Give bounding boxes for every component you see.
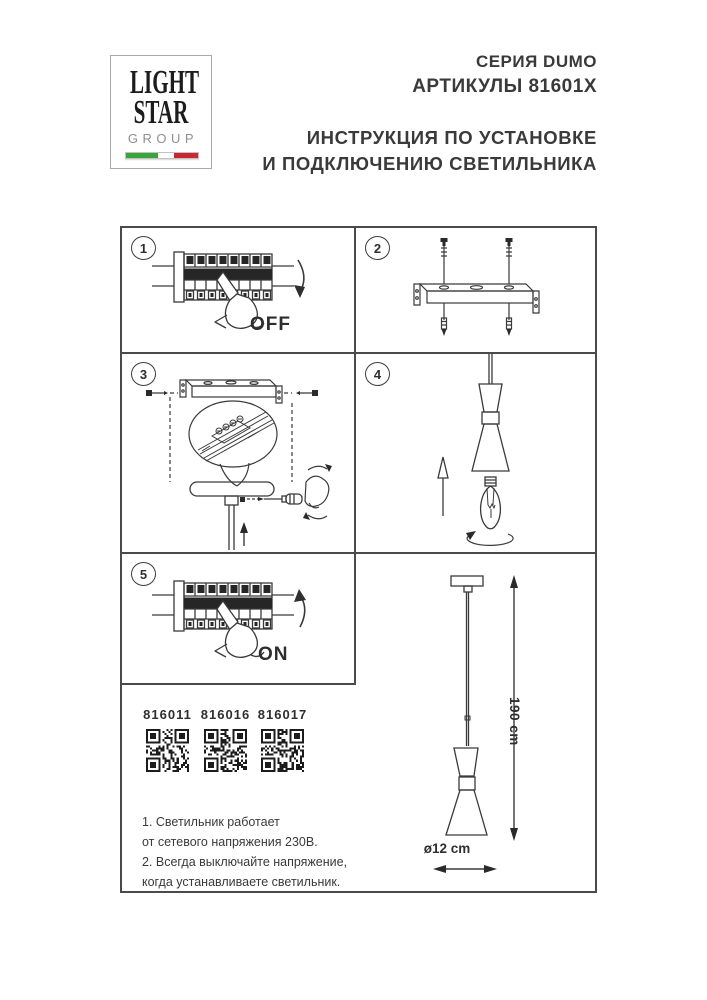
qr-notes-area	[122, 685, 356, 891]
arrow-up-icon	[240, 522, 248, 546]
instruction-grid	[120, 226, 597, 893]
instruction-heading	[262, 125, 597, 177]
step-2-panel	[356, 228, 595, 352]
note-line: от сетевого напряжения 230В.	[142, 835, 318, 849]
safety-notes	[142, 812, 347, 892]
articles-title: АРТИКУЛЫ 81601X	[412, 76, 597, 97]
article-number: 816016	[200, 707, 251, 722]
step-2-number: 2	[365, 236, 390, 260]
logo-word-star: STAR	[133, 94, 189, 131]
note-line: когда устанавливаете светильник.	[142, 875, 341, 889]
lamp-dimensions-area	[356, 554, 595, 891]
note-line: 1. Светильник работает	[142, 815, 280, 829]
instruction-heading-line1: ИНСТРУКЦИЯ ПО УСТАНОВКЕ	[306, 127, 597, 148]
step-5-number: 5	[131, 562, 156, 586]
flag-green-segment	[126, 153, 158, 158]
bracket-screws-illustration	[356, 228, 595, 352]
step-3-panel	[122, 354, 354, 552]
diameter-dimension-arrow	[433, 865, 497, 873]
step-4-panel	[356, 354, 595, 552]
step-3-number: 3	[131, 362, 156, 386]
step-5-panel	[122, 554, 354, 683]
shade-bulb-illustration	[356, 354, 595, 552]
on-label: ON	[258, 644, 289, 665]
hand-icon	[305, 476, 329, 508]
logo-word-group: GROUP	[127, 131, 199, 146]
qr-item-816017	[257, 707, 308, 777]
logo-word-light: LIGHT	[130, 64, 200, 101]
article-number: 816017	[257, 707, 308, 722]
step-4-number: 4	[365, 362, 390, 386]
step-1-panel	[122, 228, 354, 352]
breaker-on-illustration	[122, 554, 354, 683]
note-line: 2. Всегда выключайте напряжение,	[142, 855, 348, 869]
header-titles	[262, 52, 597, 177]
off-label: OFF	[250, 314, 291, 335]
qr-code	[146, 729, 189, 772]
flag-red-segment	[174, 153, 198, 158]
article-number: 816011	[143, 707, 192, 722]
flag-white-segment	[158, 153, 174, 158]
qr-code	[204, 729, 247, 772]
qr-item-816011	[143, 707, 192, 777]
arrow-up-icon	[294, 589, 306, 627]
breaker-off-illustration	[122, 228, 354, 352]
series-title: СЕРИЯ DUMO	[475, 52, 597, 71]
instruction-heading-line2: И ПОДКЛЮЧЕНИЮ СВЕТИЛЬНИКА	[262, 153, 597, 174]
step-1-number: 1	[131, 236, 156, 260]
qr-item-816016	[200, 707, 251, 777]
canopy-wiring-illustration	[122, 354, 354, 552]
height-dimension-label: 190 cm	[507, 697, 522, 746]
diameter-dimension-label: ø12 cm	[423, 841, 471, 856]
arrow-down-icon	[294, 260, 305, 298]
italian-flag-bar	[125, 152, 199, 159]
qr-code	[261, 729, 304, 772]
lightstar-logo	[110, 55, 212, 169]
